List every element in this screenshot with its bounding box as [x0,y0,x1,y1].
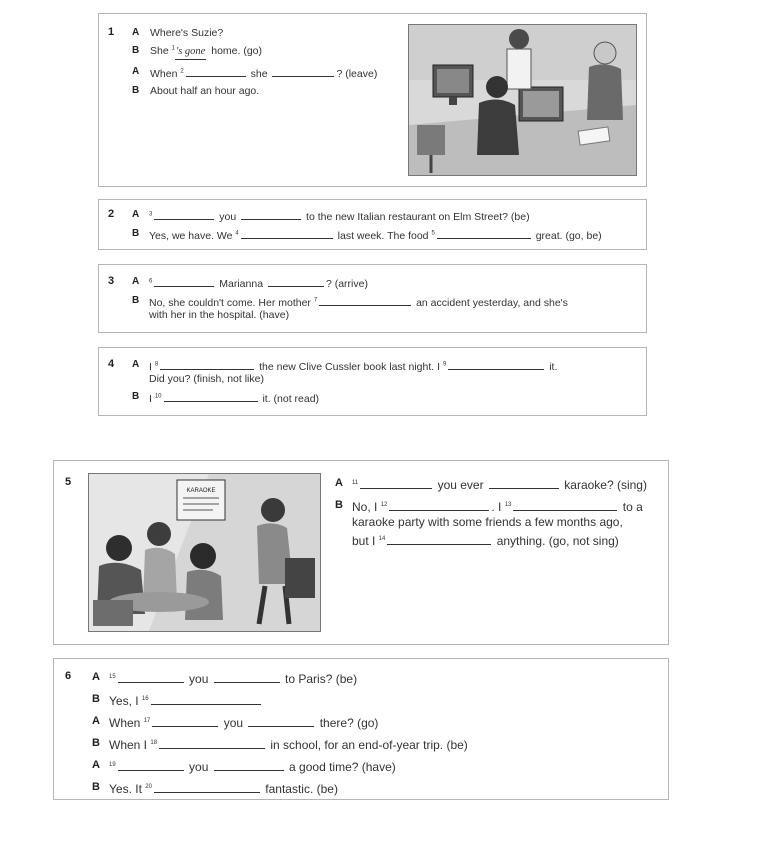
line-text: but I [352,534,379,548]
dialogue-line [352,497,643,515]
line-text: I [149,393,155,405]
exercise-number: 6 [65,670,72,682]
line-text: you ever [434,478,487,492]
speaker-label: B [92,693,100,705]
answer-blank[interactable] [154,275,214,287]
answer-blank[interactable] [387,531,491,545]
dialogue-line [109,713,378,731]
answer-blank[interactable] [448,358,544,370]
line-text: . I [491,500,505,514]
line-text: you [185,672,212,686]
speaker-label: A [92,715,100,727]
dialogue-line [150,44,262,60]
answer-blank[interactable] [159,735,265,749]
answer-blank[interactable] [160,358,254,370]
line-text: an accident yesterday, and she's [413,297,568,309]
line-text: home. (go) [208,45,263,57]
dialogue-line: Where's Suzie? [150,27,224,39]
line-text: ? (arrive) [325,278,368,290]
gap-number: 7 [313,297,318,304]
answer-blank[interactable] [214,669,280,683]
gap-number: 19 [109,762,116,768]
line-text: a good time? (have) [285,760,396,774]
answer-blank[interactable] [489,475,559,489]
gap-number: 8 [154,361,159,368]
dialogue-line [149,275,368,291]
line-text: in school, for an end-of-year trip. (be) [267,738,468,752]
line-text: karaoke? (sing) [560,478,647,492]
line-text: When [109,716,144,730]
exercise-2-box [98,199,647,250]
speaker-label: A [92,671,100,683]
gap-number: 4 [235,230,239,237]
gap-number: 13 [504,502,512,508]
line-text: fantastic. (be) [261,782,338,796]
speaker-label: B [132,391,140,402]
exercise-number: 4 [108,358,115,370]
speaker-label: B [132,295,140,306]
dialogue-line [149,227,602,243]
line-text: it. [546,361,558,373]
line-text: She [150,45,172,57]
dialogue-line-continued [352,531,619,549]
speaker-label: A [92,759,100,771]
line-text: you [185,760,212,774]
speaker-label: B [92,737,100,749]
line-text: the new Clive Cussler book last night. I [256,361,443,373]
dialogue-line [109,779,338,797]
gap-number: 6 [149,278,153,285]
dialogue-line-continued: with her in the hospital. (have) [149,309,290,321]
gap-number: 3 [149,211,153,218]
gap-number: 14 [378,536,386,542]
answer-blank[interactable] [513,497,617,511]
dialogue-line [109,691,263,709]
gap-number: 9 [442,361,447,368]
dialogue-line [352,475,647,493]
answer-blank[interactable] [151,691,261,705]
speaker-label: B [132,45,140,56]
line-text: No, I [352,500,381,514]
answer-blank[interactable] [154,779,260,793]
line-text: Yes. It [109,782,146,796]
gap-number: 2 [180,68,184,75]
line-text: Yes, we have. We [149,230,236,242]
line-text: Marianna [216,278,266,290]
answer-blank[interactable] [241,227,333,239]
dialogue-line [109,735,468,753]
answer-blank[interactable] [164,390,258,402]
line-text: there? (go) [316,716,379,730]
line-text: last week. The food [334,230,432,242]
gap-number: 5 [431,230,435,237]
answer-blank[interactable] [319,294,411,306]
answer-blank[interactable] [118,669,184,683]
answer-blank[interactable] [154,208,214,220]
dialogue-line [109,669,357,687]
answer-blank[interactable] [437,227,531,239]
exercise-number: 2 [108,208,115,220]
line-text: it. (not read) [259,393,320,405]
speaker-label: B [132,85,140,96]
exercise-number: 1 [108,26,115,38]
speaker-label: A [132,27,140,38]
exercise-5-box [53,460,669,645]
dialogue-line: About half an hour ago. [150,85,260,97]
line-text: When [150,68,181,80]
gap-number: 12 [380,502,388,508]
line-text: ? (leave) [336,68,378,80]
answer-blank[interactable] [389,497,489,511]
karaoke-party-illustration [88,473,321,632]
exercise-1-box [98,13,647,187]
gap-number: 20 [145,784,152,790]
answer-blank[interactable] [214,757,284,771]
line-text: to Paris? (be) [281,672,358,686]
answer-blank[interactable] [241,208,301,220]
dialogue-line-continued: Did you? (finish, not like) [149,373,264,385]
line-text: great. (go, be) [532,230,602,242]
speaker-label: A [335,477,343,489]
speaker-label: A [132,209,140,220]
dialogue-line [149,208,530,224]
gap-number: 18 [150,740,158,746]
answer-blank[interactable] [268,275,324,287]
dialogue-line [109,757,396,775]
speaker-label: B [132,228,140,239]
line-text: No, she couldn't come. Her mother [149,297,314,309]
answer-blank[interactable] [118,757,184,771]
exercise-number: 5 [65,476,72,488]
answer-blank[interactable] [272,65,334,77]
speaker-label: B [92,781,100,793]
exercise-3-box [98,264,647,333]
line-text: anything. (go, not sing) [493,534,619,548]
office-workers-illustration [408,24,637,176]
line-text: you [220,716,247,730]
answer-blank[interactable] [248,713,314,727]
line-text: to a [619,500,643,514]
dialogue-line [149,390,319,406]
answer-blank[interactable] [152,713,218,727]
gap-number: 16 [141,696,149,702]
line-text: you [216,211,240,223]
line-text: I [149,361,155,373]
speaker-label: A [132,66,140,77]
line-text: When I [109,738,151,752]
answer-example: 's gone [175,45,206,60]
gap-number: 17 [143,718,151,724]
line-text: to the new Italian restaurant on Elm Street? (be) [303,211,530,223]
gap-number: 10 [154,393,162,400]
speaker-label: B [335,499,343,511]
line-text: she [247,68,271,80]
poster-text: KARAOKE [186,488,216,494]
exercise-number: 3 [108,275,115,287]
gap-number: 11 [352,480,359,486]
speaker-label: A [132,359,140,370]
gap-number: 1 [171,45,175,52]
answer-blank[interactable] [186,65,246,77]
dialogue-line-continued: karaoke party with some friends a few months ago, [352,515,623,529]
exercise-4-box [98,347,647,416]
gap-number: 15 [109,674,116,680]
line-text: Yes, I [109,694,142,708]
speaker-label: A [132,276,140,287]
answer-blank[interactable] [360,475,432,489]
exercise-6-box [53,658,669,800]
dialogue-line [150,65,377,81]
